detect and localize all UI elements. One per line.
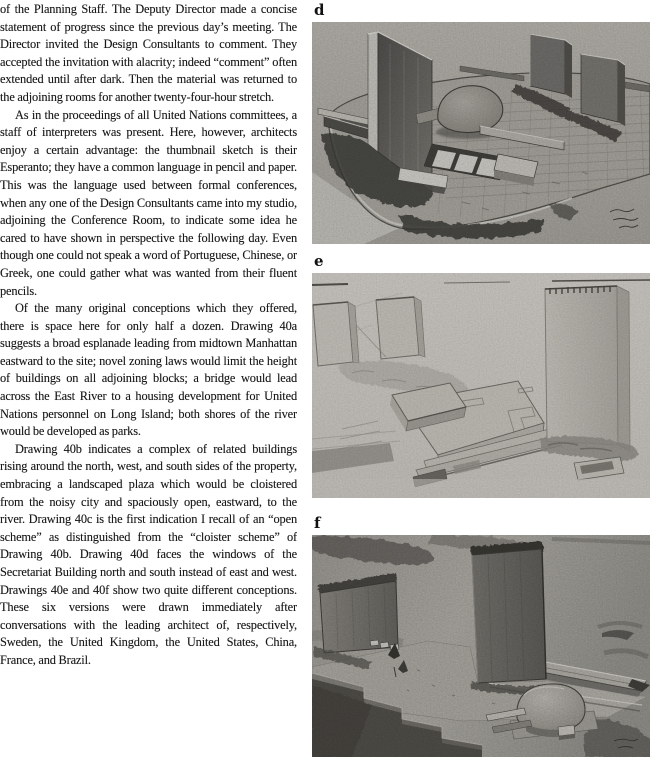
figure-e	[312, 252, 650, 498]
figure-d	[312, 1, 650, 244]
figures-column	[312, 0, 650, 757]
paragraph-4: Drawing 40b indicates a complex of related buildings rising around the north, west, and south sides of the property, embracing a landscaped plaza which would be cloistered from the noisy city and spaciously open, eastward, to the river. Drawing 40c is the first indication I recall of an “open scheme” as distinguished from the “cloister scheme” of Drawing 40b. Drawing 40d faces the windows of the Secretariat Building north and south instead of east and west. Drawings 40e and 40f show two quite different conceptions. These six versions were drawn immediately after conversations with the leading architect of, respectively, Sweden, the United Kingdom, the United States, China, France, and Brazil.	[0, 441, 297, 667]
figure-f	[312, 514, 650, 757]
figure-e-image	[312, 273, 650, 498]
paragraph-2: As in the proceedings of all United Nations committees, a staff of interpreters was present. Here, however, architects enjoy a certain advantage: the thumbnail sketch is their Esperanto; they have a common language in pencil and paper. This was the language used between formal conferences, when any one of the Design Consultants came into my studio, adjoining the Conference Room, to indicate some idea he cared to have shown in perspective the following day. Even though one could not speak a word of Portuguese, Chinese, or Greek, one could gather what was wanted from their fluent pencils.	[0, 107, 297, 298]
paragraph-3: Of the many original conceptions which they offered, there is space here for only half a dozen. Drawing 40a suggests a broad esplanade leading from midtown Manhattan eastward to the site; novel zoning laws would limit the height of buildings on all adjoining blocks; a bridge would lead across the East River to a housing development for United Nations personnel on Long Island; both shores of the river would be developed as parks.	[0, 301, 297, 439]
figure-f-label: f	[314, 514, 321, 532]
figure-d-label: d	[314, 1, 325, 19]
body-text-column	[0, 1, 297, 757]
figure-f-image	[312, 535, 650, 757]
figure-e-label: e	[314, 252, 324, 270]
figure-d-image	[312, 22, 650, 244]
paragraph-1: of the Planning Staff. The Deputy Director made a concise statement of progress since the previous day’s meeting. The Director invited the Design Consultants to comment. They accepted the invitation with alacrity; indeed “comment” often extended until after dark. Then the material was returned to the adjoining rooms for another twenty-four-hour stretch.	[0, 2, 297, 104]
